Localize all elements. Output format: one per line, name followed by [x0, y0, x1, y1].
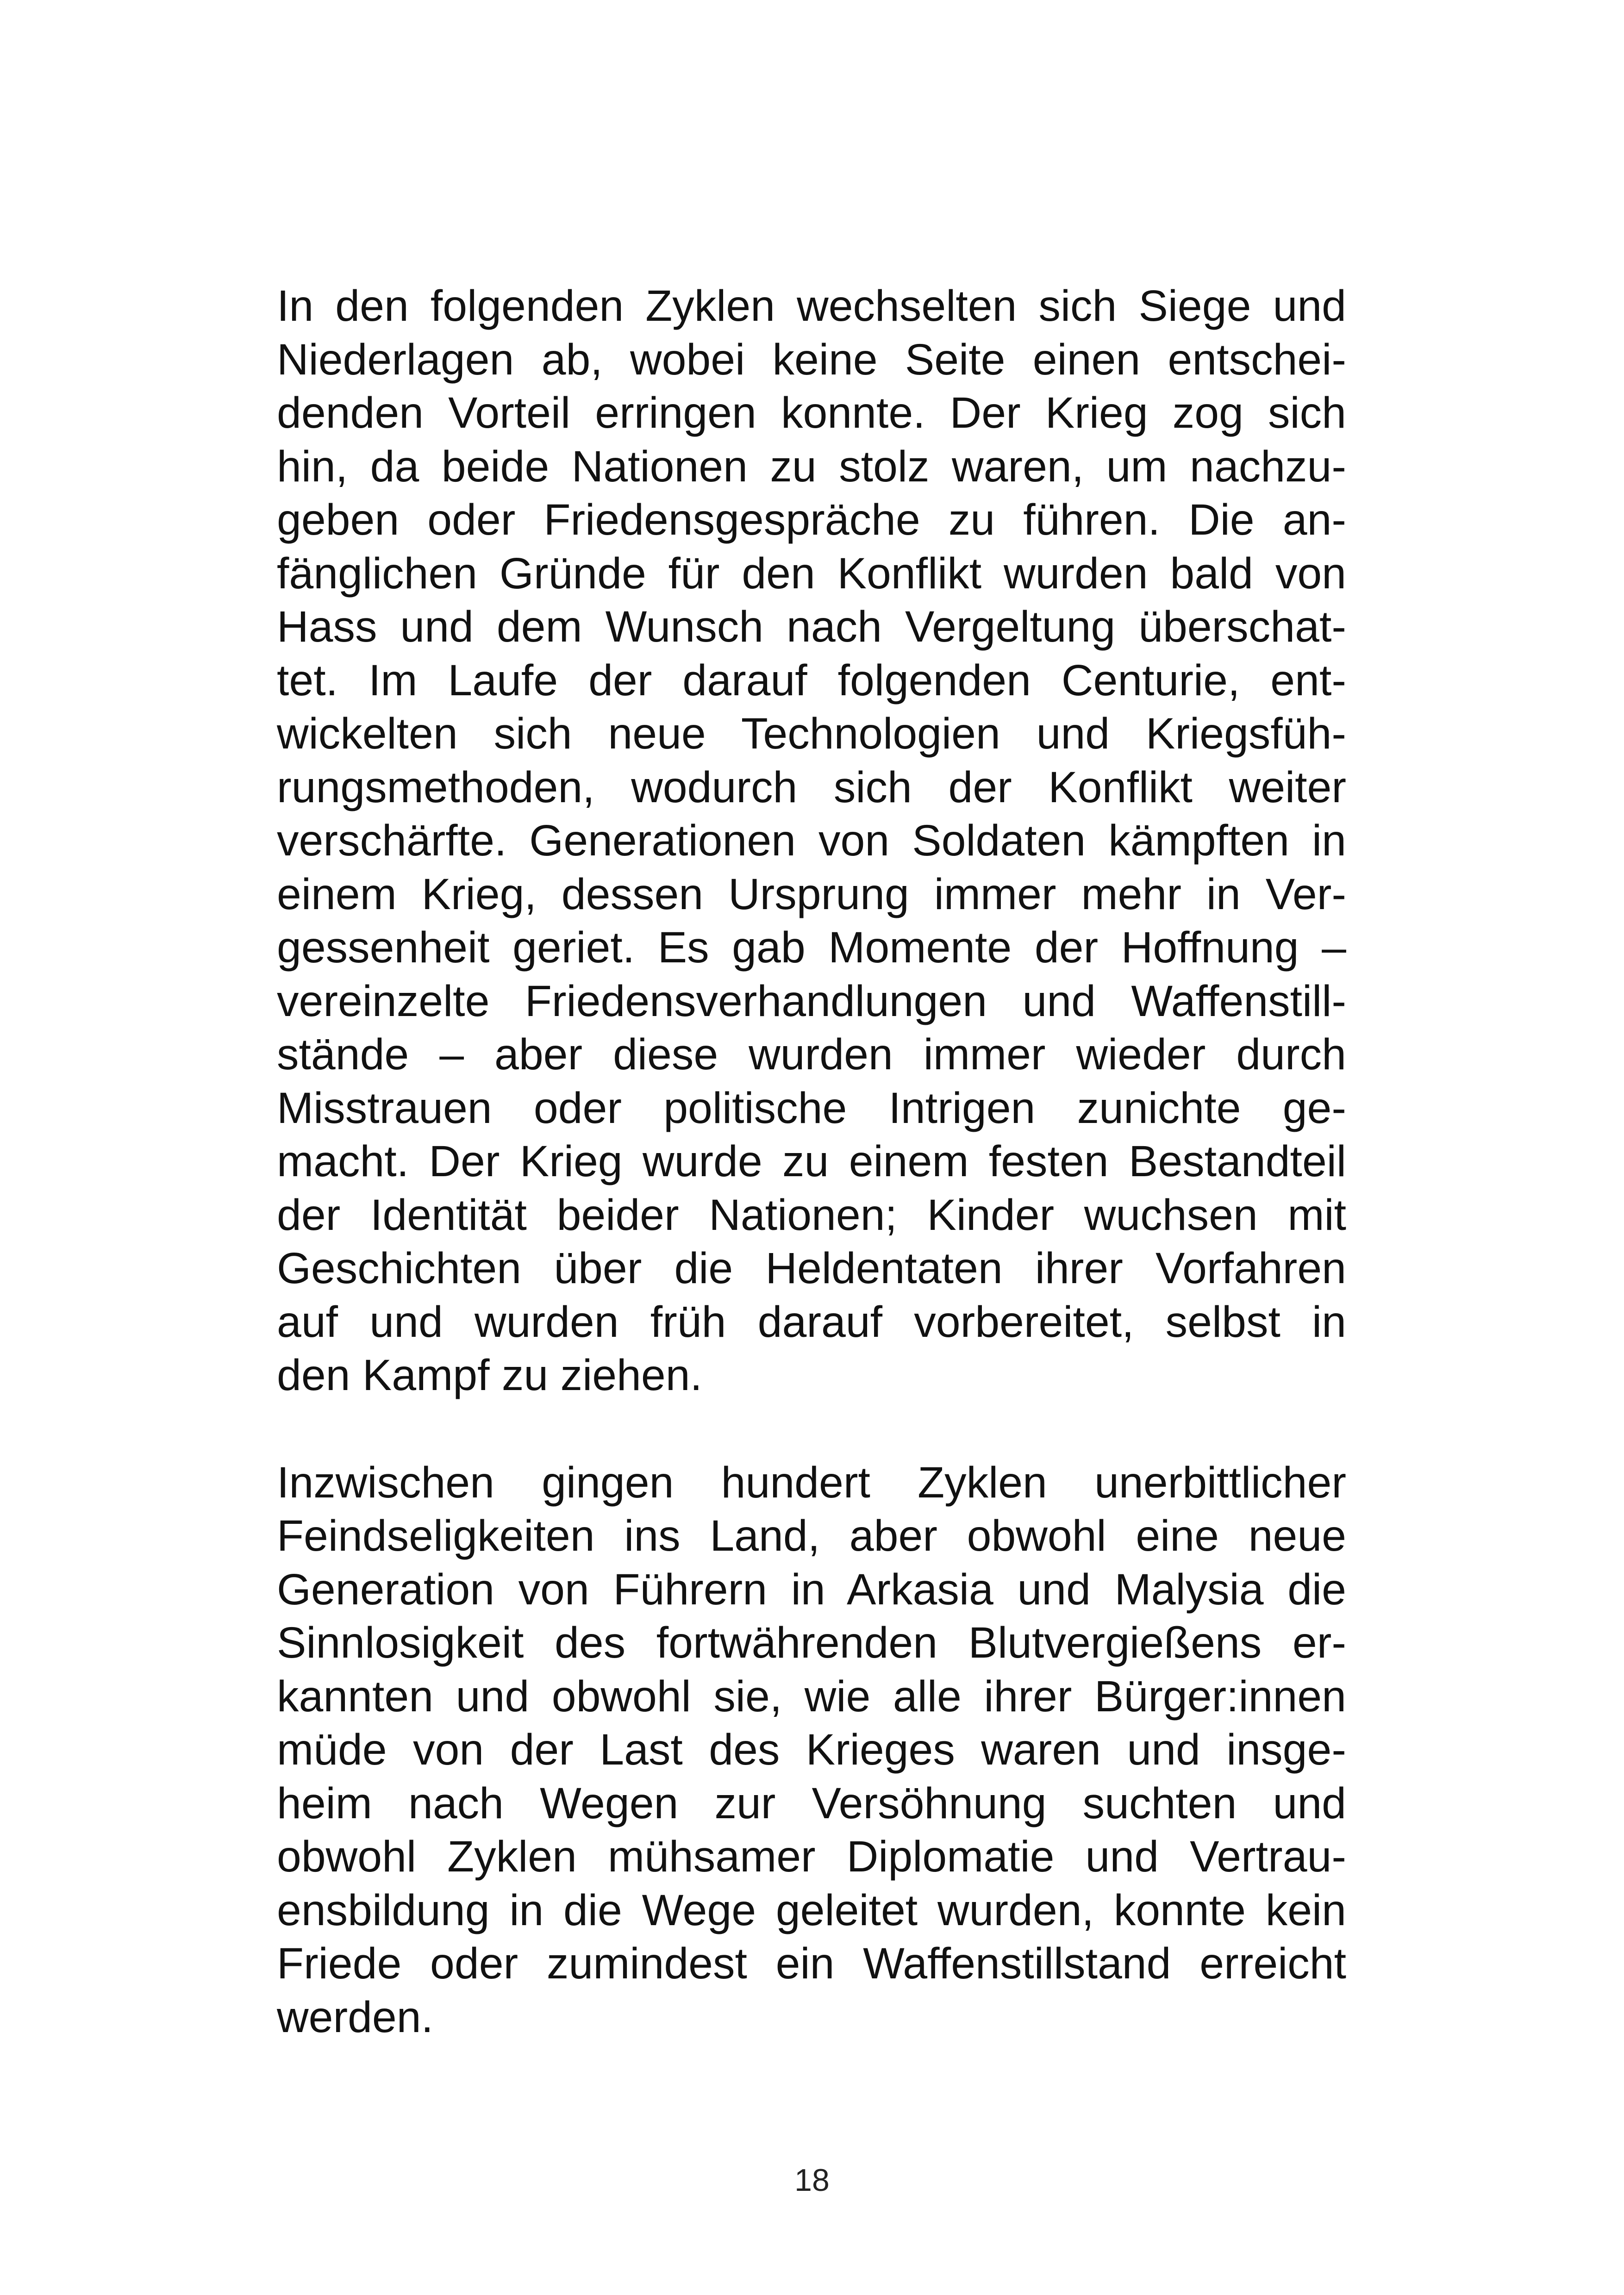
paragraph-line: vereinzelte Friedensverhandlungen und Waffenstill- — [277, 976, 1346, 1026]
paragraph-line: rungsmethoden, wodurch sich der Konflikt weiter — [277, 762, 1346, 812]
paragraph-line: auf und wurden früh darauf vorbereitet, selbst in — [277, 1297, 1346, 1347]
paragraph-line: heim nach Wegen zur Versöhnung suchten und — [277, 1778, 1346, 1828]
paragraph-line: gessenheit geriet. Es gab Momente der Hoffnung – — [277, 923, 1346, 972]
paragraph-line: der Identität beider Nationen; Kinder wuchsen mit — [277, 1190, 1346, 1240]
paragraph-line: In den folgenden Zyklen wechselten sich Siege und — [277, 281, 1346, 331]
body-text — [277, 280, 1346, 2044]
paragraph-line: Hass und dem Wunsch nach Vergeltung überschat- — [277, 602, 1346, 651]
paragraph-line: tet. Im Laufe der darauf folgenden Centurie, ent- — [277, 655, 1346, 705]
paragraph-line: obwohl Zyklen mühsamer Diplomatie und Vertrau- — [277, 1832, 1346, 1881]
paragraph-line: verschärfte. Generationen von Soldaten kämpften in — [277, 816, 1346, 865]
paragraph-line: ensbildung in die Wege geleitet wurden, konnte kein — [277, 1885, 1346, 1935]
paragraph-line: den Kampf zu ziehen. — [277, 1351, 702, 1400]
paragraph-spacer — [277, 1403, 1346, 1456]
paragraph-line: Sinnlosigkeit des fortwährenden Blutvergießens er- — [277, 1618, 1346, 1667]
paragraph-line: Niederlagen ab, wobei keine Seite einen entschei- — [277, 335, 1346, 384]
paragraph-line: macht. Der Krieg wurde zu einem festen Bestandteil — [277, 1137, 1346, 1186]
paragraph-line: wickelten sich neue Technologien und Kriegsfüh- — [277, 709, 1346, 758]
paragraph-line: fänglichen Gründe für den Konflikt wurden bald von — [277, 549, 1346, 598]
paragraph-line: Friede oder zumindest ein Waffenstillstand erreicht — [277, 1939, 1346, 1988]
paragraph-line: Misstrauen oder politische Intrigen zunichte ge- — [277, 1083, 1346, 1133]
paragraph-line: stände – aber diese wurden immer wieder durch — [277, 1030, 1346, 1079]
paragraph-2 — [277, 1456, 1346, 2045]
paragraph-line: einem Krieg, dessen Ursprung immer mehr in Ver- — [277, 869, 1346, 919]
paragraph-1 — [277, 280, 1346, 1403]
paragraph-line: müde von der Last des Krieges waren und insge- — [277, 1725, 1346, 1774]
paragraph-line: denden Vorteil erringen konnte. Der Krieg zog sich — [277, 388, 1346, 437]
paragraph-line: kannten und obwohl sie, wie alle ihrer Bürger:innen — [277, 1671, 1346, 1721]
paragraph-line: Geschichten über die Heldentaten ihrer Vorfahren — [277, 1244, 1346, 1293]
paragraph-line: geben oder Friedensgespräche zu führen. Die an- — [277, 495, 1346, 544]
paragraph-line: werden. — [277, 1992, 433, 2042]
paragraph-line: Inzwischen gingen hundert Zyklen unerbittlicher — [277, 1458, 1346, 1507]
page-number: 18 — [794, 2163, 830, 2198]
paragraph-line: Generation von Führern in Arkasia und Malysia die — [277, 1565, 1346, 1614]
paragraph-line: Feindseligkeiten ins Land, aber obwohl eine neue — [277, 1511, 1346, 1560]
paragraph-line: hin, da beide Nationen zu stolz waren, um nachzu- — [277, 442, 1346, 491]
